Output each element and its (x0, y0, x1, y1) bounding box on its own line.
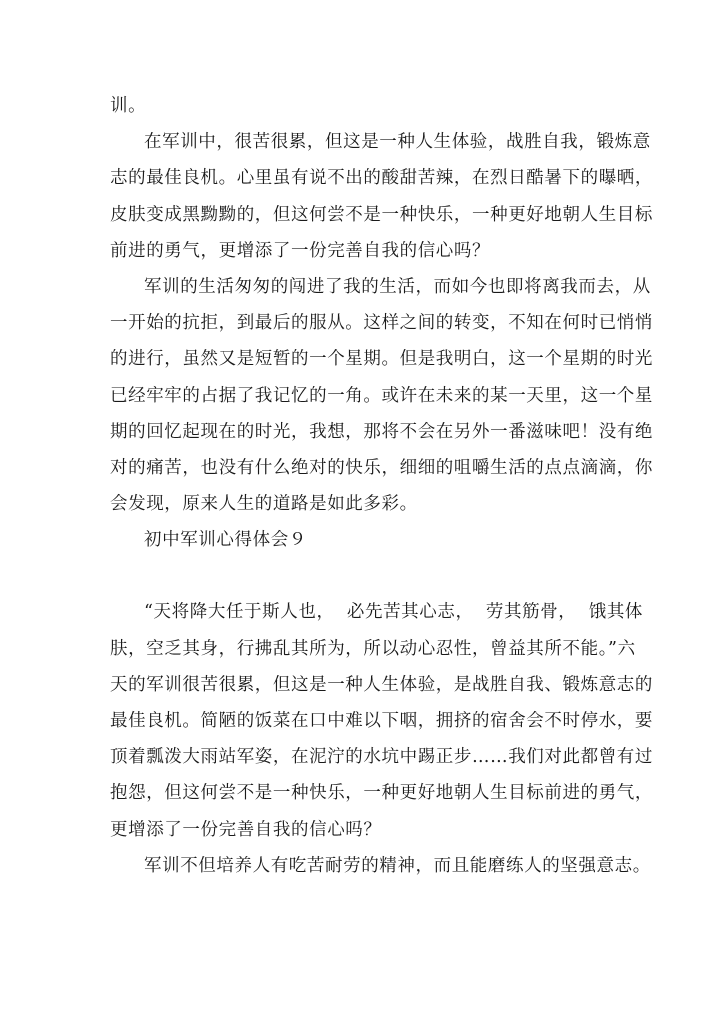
document-page (110, 88, 653, 884)
paragraph-line: 肤，空乏其身，行拂乱其所为，所以动心忍性，曾益其所不能。”六 (110, 638, 636, 659)
blank-line (110, 558, 634, 594)
paragraph-line: 前进的勇气，更增添了一份完善自我的信心吗？ (110, 240, 491, 261)
paragraph-line: 更增添了一份完善自我的信心吗？ (110, 819, 382, 840)
paragraph-line: 皮肤变成黑黝黝的，但这何尝不是一种快乐，一种更好地朝人生目标 (110, 204, 653, 225)
paragraph-line: 军训不但培养人有吃苦耐劳的精神，而且能磨练人的坚强意志。 (144, 855, 651, 876)
paragraph-line: 的进行，虽然又是短暂的一个星期。但是我明白，这一个星期的时光 (110, 349, 653, 370)
paragraph-line: 天的军训很苦很累，但这是一种人生体验，是战胜自我、锻炼意志的 (110, 674, 653, 695)
paragraph-line: 期的回忆起现在的时光，我想，那将不会在另外一番滋味吧！没有绝 (110, 421, 653, 442)
paragraph-line: 已经牢牢的占据了我记忆的一角。或许在未来的某一天里，这一个星 (110, 385, 653, 406)
paragraph-line: 训。 (110, 96, 147, 116)
paragraph-line: 对的痛苦，也没有什么绝对的快乐，细细的咀嚼生活的点点滴滴，你 (110, 457, 653, 478)
paragraph-line: 抱怨，但这何尝不是一种快乐，一种更好地朝人生目标前进的勇气， (110, 783, 653, 804)
paragraph-line: 一开始的抗拒，到最后的服从。这样之间的转变，不知在何时已悄悄 (110, 313, 653, 334)
paragraph-line: 最佳良机。简陋的饭菜在口中难以下咽，拥挤的宿舍会不时停水，要 (110, 711, 653, 731)
paragraph-line: 志的最佳良机。心里虽有说不出的酸甜苦辣，在烈日酷暑下的曝晒， (110, 168, 653, 189)
paragraph-line: 在军训中，很苦很累，但这是一种人生体验，战胜自我，锻炼意 (144, 132, 651, 153)
paragraph-line: 顶着瓢泼大雨站军姿，在泥泞的水坑中踢正步……我们对此都曾有过 (110, 747, 653, 768)
paragraph-line: 军训的生活匆匆的闯进了我的生活，而如今也即将离我而去，从 (144, 276, 651, 297)
paragraph-line: “天将降大任于斯人也， 必先苦其心志， 劳其筋骨， 饿其体 (144, 602, 644, 623)
paragraph-line: 会发现，原来人生的道路是如此多彩。 (110, 494, 418, 515)
section-heading: 初中军训心得体会９ (144, 530, 307, 551)
